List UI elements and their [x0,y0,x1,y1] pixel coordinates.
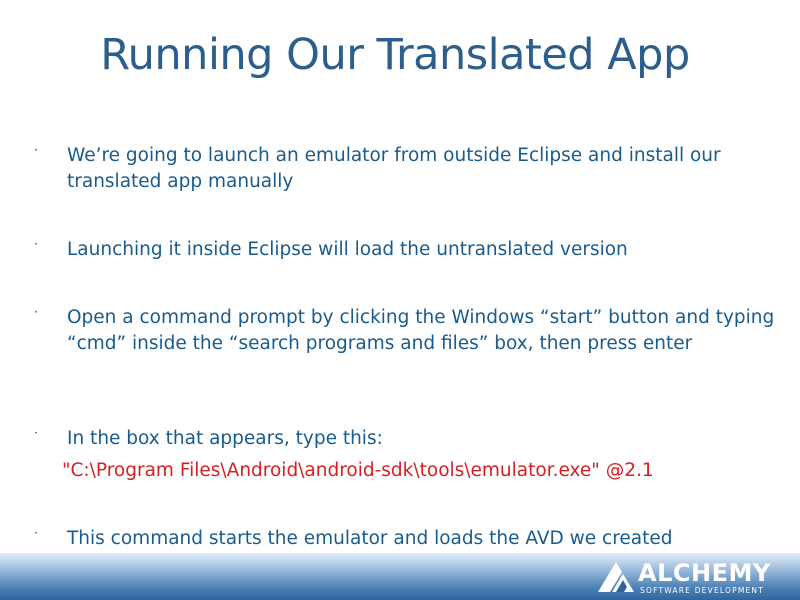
alchemy-logo-icon [596,560,636,594]
bullet-text: We’re going to launch an emulator from outside Eclipse and install our translated app manually [67,145,721,192]
bullet-marker: · [34,426,38,440]
bullet-text: Open a command prompt by clicking the Windows “start” button and typing “cmd” inside the “search programs and files” box, then press enter [67,307,775,354]
emulator-command: "C:\Program Files\Android\android-sdk\tools\emulator.exe" @2.1 [62,460,654,481]
bullet-text: This command starts the emulator and loads the AVD we created [67,528,673,549]
bullet-marker: · [34,237,38,251]
bullet-text: Launching it inside Eclipse will load the untranslated version [67,239,628,260]
bullet-marker: · [34,143,38,157]
slide-title: Running Our Translated App [100,30,690,80]
bullet-marker: · [34,305,38,319]
bullet-marker: · [34,526,38,540]
company-logo [596,560,786,596]
bullet-text: In the box that appears, type this: [67,428,383,449]
logo-tagline: SOFTWARE DEVELOPMENT [640,586,765,595]
logo-wordmark: ALCHEMY [638,559,771,587]
